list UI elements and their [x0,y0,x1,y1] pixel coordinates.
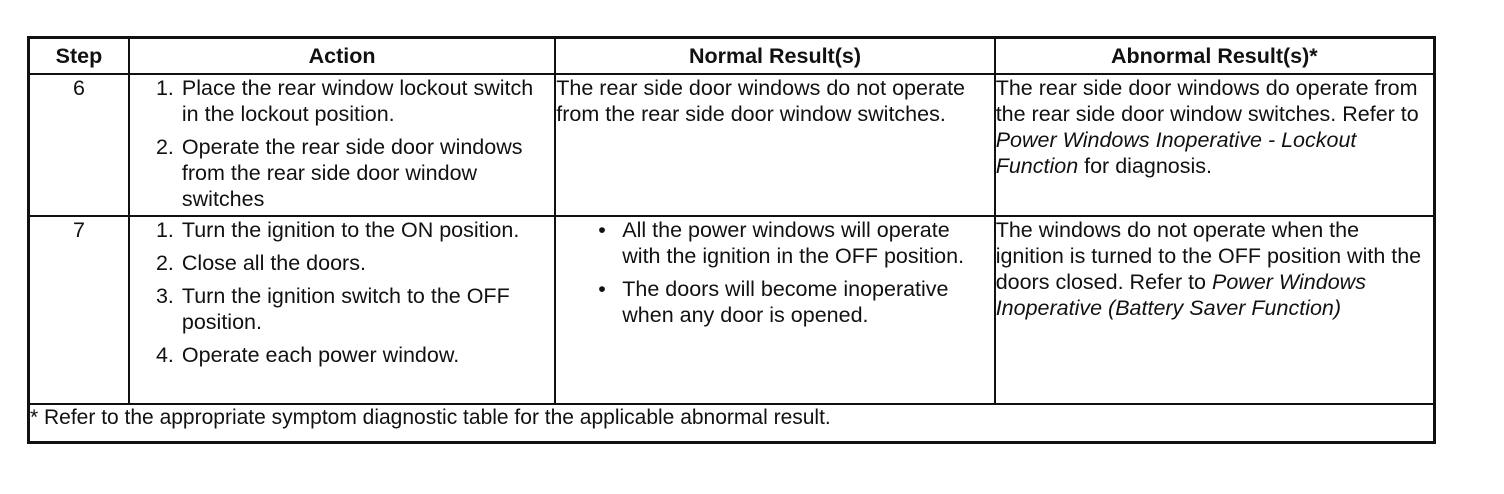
header-action: Action [129,38,555,75]
action-item-number: 1. [155,76,174,100]
abnormal-result-cell [995,74,1435,216]
abnormal-result-reference: Power Windows Inoperative - Lockout Function [995,128,1357,178]
normal-result-item [598,276,993,328]
normal-result-text: The doors will become inoperative when any door is opened. [622,277,949,327]
normal-result-text: All the power windows will operate with the ignition in the OFF position. [622,218,965,268]
table-row-step-6 [29,74,1435,216]
action-item-text: Turn the ignition to the ON position. [181,218,520,242]
abnormal-result-text: The rear side door windows do operate from the rear side door window switches. Refer to [995,76,1419,126]
action-item-number: 4. [155,343,174,367]
action-item-text: Operate each power window. [181,343,460,367]
footnote: * Refer to the appropriate symptom diagnostic table for the applicable abnormal result. [29,404,1435,443]
header-row [29,38,1435,75]
action-item [140,217,554,243]
action-item [140,283,554,335]
action-item-number: 2. [155,135,174,159]
action-cell [129,74,555,216]
action-item-text: Close all the doors. [181,251,366,275]
action-cell [129,216,555,404]
normal-result-list [556,217,993,328]
abnormal-result-text: The windows do not operate when the ignition is turned to the OFF position with the doors closed. Refer to [995,218,1422,294]
action-list [130,217,554,368]
diagnostic-table [27,36,1436,444]
normal-result-cell [555,216,994,404]
bullet-icon: • [598,218,606,242]
normal-result-text: The rear side door windows do not operate from the rear side door window switches. [556,76,966,126]
action-item-number: 3. [155,284,174,308]
normal-result-cell [555,74,994,216]
action-item [140,250,554,276]
action-item-number: 1. [155,218,174,242]
header-normal-results: Normal Result(s) [555,38,994,75]
footnote-row [29,404,1435,443]
abnormal-result-suffix: for diagnosis. [1078,154,1213,178]
action-item-number: 2. [155,251,174,275]
step-number: 6 [29,74,129,216]
action-item [140,75,554,127]
table-row-step-7 [29,216,1435,404]
bullet-icon: • [598,277,606,301]
action-item-text: Turn the ignition switch to the OFF position. [181,284,510,334]
header-step: Step [29,38,129,75]
step-number: 7 [29,216,129,404]
abnormal-result-cell [995,216,1435,404]
abnormal-result-reference: Power Windows Inoperative (Battery Saver Function) [995,270,1366,320]
action-item-text: Operate the rear side door windows from the rear side door window switches [181,135,523,211]
header-abnormal-results: Abnormal Result(s)* [995,38,1435,75]
action-item [140,342,554,368]
action-list [130,75,554,212]
normal-result-item [598,217,993,269]
action-item [140,134,554,212]
action-item-text: Place the rear window lockout switch in the lockout position. [181,76,534,126]
